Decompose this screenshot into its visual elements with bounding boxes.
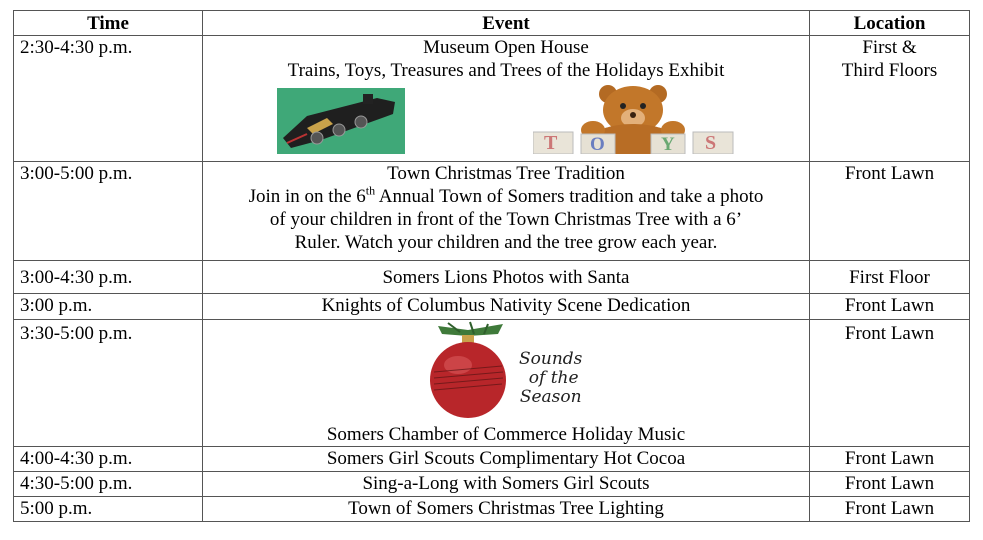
teddy-bear-toys-image — [533, 82, 743, 154]
event-cell — [203, 320, 810, 447]
table-row — [14, 447, 970, 472]
ornament-line-1: Sounds — [519, 349, 583, 369]
location-cell: Front Lawn — [810, 447, 970, 472]
time-cell: 5:00 p.m. — [14, 497, 203, 522]
toys-letter-y: Y — [661, 134, 675, 155]
event-desc-b: Annual Town of Somers tradition and take a photo — [375, 186, 764, 207]
time-cell: 4:00-4:30 p.m. — [14, 447, 203, 472]
table-row — [14, 472, 970, 497]
header-event: Event — [203, 11, 810, 36]
event-cell: Knights of Columbus Nativity Scene Dedication — [203, 294, 810, 320]
event-cell: Sing-a-Long with Somers Girl Scouts — [203, 472, 810, 497]
sounds-of-the-season-text — [519, 350, 582, 407]
table-row — [14, 497, 970, 522]
exhibit-images — [203, 82, 809, 154]
header-row — [14, 11, 970, 36]
table-row — [14, 261, 970, 294]
location-line-1: First & — [862, 37, 917, 58]
event-cell: Somers Girl Scouts Complimentary Hot Cocoa — [203, 447, 810, 472]
header-location: Location — [810, 11, 970, 36]
time-cell: 2:30-4:30 p.m. — [14, 36, 203, 162]
location-cell: Front Lawn — [810, 497, 970, 522]
event-desc-line-1 — [203, 185, 809, 208]
time-cell: 4:30-5:00 p.m. — [14, 472, 203, 497]
event-subtitle: Trains, Toys, Treasures and Trees of the Holidays Exhibit — [287, 60, 725, 81]
toys-letter-o: O — [590, 134, 605, 155]
event-title: Museum Open House — [423, 37, 589, 58]
location-cell: Front Lawn — [810, 472, 970, 497]
event-cell: Somers Lions Photos with Santa — [203, 261, 810, 294]
ornament-graphic — [203, 320, 809, 426]
event-cell — [203, 36, 810, 162]
time-cell: 3:00-4:30 p.m. — [14, 261, 203, 294]
table-row — [14, 162, 970, 261]
table-row — [14, 36, 970, 162]
event-desc-line-2: of your children in front of the Town Christmas Tree with a 6’ — [269, 209, 743, 230]
event-desc-a: Join in on the 6 — [248, 186, 366, 207]
ordinal-suffix: th — [365, 183, 376, 198]
location-cell: First Floor — [810, 261, 970, 294]
ornament-line-3: Season — [519, 387, 582, 407]
event-title: Somers Chamber of Commerce Holiday Music — [326, 424, 686, 445]
train-image — [277, 88, 405, 154]
time-cell: 3:30-5:00 p.m. — [14, 320, 203, 447]
table-row — [14, 294, 970, 320]
location-cell: Front Lawn — [810, 320, 970, 447]
header-time: Time — [14, 11, 203, 36]
location-line-2: Third Floors — [841, 60, 938, 81]
table-row — [14, 320, 970, 447]
toys-letter-s: S — [705, 132, 717, 154]
schedule-table — [13, 10, 970, 522]
event-desc-line-3: Ruler. Watch your children and the tree grow each year. — [294, 232, 718, 253]
toys-letter-t: T — [544, 132, 558, 154]
ornament-line-2: of the — [528, 368, 579, 388]
time-cell: 3:00-5:00 p.m. — [14, 162, 203, 261]
location-cell — [810, 36, 970, 162]
event-cell — [203, 162, 810, 261]
location-cell: Front Lawn — [810, 162, 970, 261]
event-cell: Town of Somers Christmas Tree Lighting — [203, 497, 810, 522]
event-title: Town Christmas Tree Tradition — [387, 163, 625, 184]
location-cell: Front Lawn — [810, 294, 970, 320]
time-cell: 3:00 p.m. — [14, 294, 203, 320]
